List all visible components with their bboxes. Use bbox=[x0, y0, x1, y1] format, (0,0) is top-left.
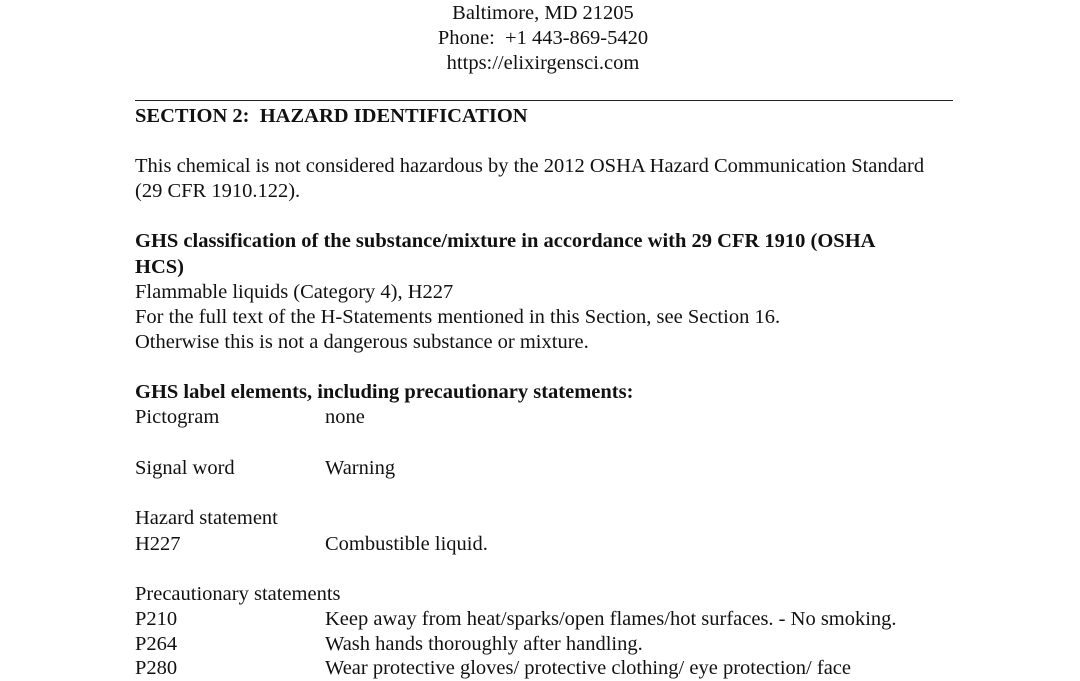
section-divider bbox=[135, 100, 953, 101]
pictogram-label: Pictogram bbox=[135, 406, 220, 428]
classification-line: Flammable liquids (Category 4), H227 bbox=[135, 281, 454, 303]
precautionary-code: P264 bbox=[135, 633, 178, 655]
address-city: Baltimore, MD 21205 bbox=[452, 2, 634, 24]
precautionary-text: Keep away from heat/sparks/open flames/hot surfaces. - No smoking. bbox=[325, 608, 897, 630]
phone-number: Phone: +1 443-869-5420 bbox=[437, 27, 649, 49]
intro-text-line-2: (29 CFR 1910.122). bbox=[135, 180, 301, 202]
intro-text-line-1: This chemical is not considered hazardous by the 2012 OSHA Hazard Communication Standard bbox=[135, 155, 925, 177]
hazard-statement-code: H227 bbox=[135, 533, 181, 555]
hazard-statement-heading: Hazard statement bbox=[135, 507, 278, 529]
pictogram-value: none bbox=[325, 406, 365, 428]
classification-line: Otherwise this is not a dangerous substance or mixture. bbox=[135, 331, 589, 353]
precautionary-code: P280 bbox=[135, 657, 178, 679]
website-link[interactable]: https://elixirgensci.com bbox=[446, 52, 640, 74]
signal-word-label: Signal word bbox=[135, 457, 235, 479]
label-elements-heading: GHS label elements, including precautionary statements: bbox=[135, 381, 634, 403]
signal-word-value: Warning bbox=[325, 457, 396, 479]
precautionary-text: Wear protective gloves/ protective clothing/ eye protection/ face bbox=[325, 657, 852, 679]
precautionary-code: P210 bbox=[135, 608, 178, 630]
hazard-statement-text: Combustible liquid. bbox=[325, 533, 488, 555]
precautionary-text: Wash hands thoroughly after handling. bbox=[325, 633, 643, 655]
classification-line: For the full text of the H-Statements mentioned in this Section, see Section 16. bbox=[135, 306, 781, 328]
ghs-classification-heading-line-2: HCS) bbox=[135, 256, 184, 278]
section-2-title: SECTION 2: HAZARD IDENTIFICATION bbox=[135, 105, 528, 127]
precautionary-heading: Precautionary statements bbox=[135, 583, 341, 605]
ghs-classification-heading-line-1: GHS classification of the substance/mixture in accordance with 29 CFR 1910 (OSHA bbox=[135, 230, 876, 252]
